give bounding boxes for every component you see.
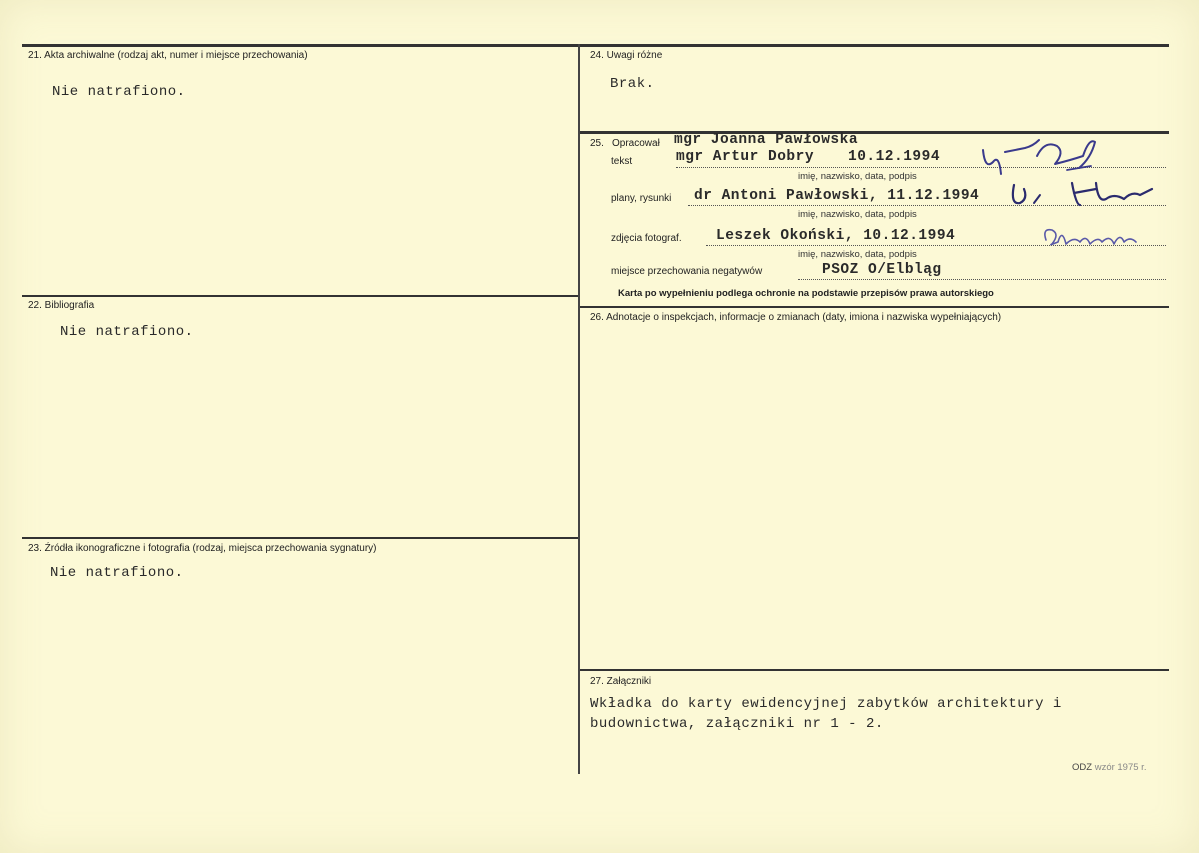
- form-footer: [1072, 762, 1146, 773]
- copyright-note: Karta po wypełnieniu podlega ochronie na podstawie przepisów prawa autorskiego: [618, 288, 994, 299]
- section-23-label: 23. Źródła ikonograficzne i fotografia (rodzaj, miejsca przechowania sygnatury): [28, 543, 377, 554]
- signature-plany: [1000, 175, 1170, 215]
- negatywy-label: miejsce przechowania negatywów: [611, 266, 763, 277]
- section-26-label: 26. Adnotacje o inspekcjach, informacje o zmianach (daty, imiona i nazwiska wypełniających): [590, 312, 1002, 323]
- section-23-rule: [22, 537, 578, 539]
- section-27-line-1: Wkładka do karty ewidencyjnej zabytków architektury i: [590, 696, 1062, 712]
- form-pattern: wzór 1975 r.: [1094, 762, 1147, 773]
- tekst-date: 10.12.1994: [848, 149, 941, 165]
- zdjecia-label: zdjęcia fotograf.: [611, 233, 682, 244]
- opracowal-label: Opracował: [612, 138, 660, 149]
- section-24-label: 24. Uwagi różne: [590, 50, 663, 61]
- top-rule: [22, 44, 1169, 47]
- section-25-number: 25.: [590, 138, 604, 149]
- section-26-rule: [580, 306, 1169, 308]
- section-27-line-2: budownictwa, załączniki nr 1 - 2.: [590, 716, 884, 732]
- tekst-author-1: mgr Joanna Pawłowska: [674, 132, 859, 148]
- plany-caption: imię, nazwisko, data, podpis: [798, 209, 917, 220]
- section-24-value: Brak.: [610, 76, 655, 92]
- section-23-value: Nie natrafiono.: [50, 565, 184, 581]
- negatywy-value: PSOZ O/Elbląg: [822, 262, 942, 278]
- center-divider: [578, 44, 580, 774]
- plany-value: dr Antoni Pawłowski, 11.12.1994: [694, 188, 980, 204]
- tekst-label: tekst: [611, 156, 633, 167]
- negatywy-dotted-line: [798, 279, 1166, 280]
- section-22-rule: [22, 295, 578, 297]
- tekst-caption: imię, nazwisko, data, podpis: [798, 171, 917, 182]
- signature-zdjecia: [1040, 222, 1150, 252]
- section-21-label: 21. Akta archiwalne (rodzaj akt, numer i miejsce przechowania): [28, 50, 308, 61]
- section-22-label: 22. Bibliografia: [28, 300, 95, 311]
- tekst-author-2: mgr Artur Dobry: [676, 149, 815, 165]
- section-21-value: Nie natrafiono.: [52, 84, 186, 100]
- form-code: ODZ: [1072, 762, 1093, 773]
- zdjecia-caption: imię, nazwisko, data, podpis: [798, 249, 917, 260]
- section-22-value: Nie natrafiono.: [60, 324, 194, 340]
- zdjecia-value: Leszek Okoński, 10.12.1994: [716, 228, 956, 244]
- section-27-rule: [580, 669, 1169, 671]
- plany-label: plany, rysunki: [611, 193, 672, 204]
- section-27-label: 27. Załączniki: [590, 676, 652, 687]
